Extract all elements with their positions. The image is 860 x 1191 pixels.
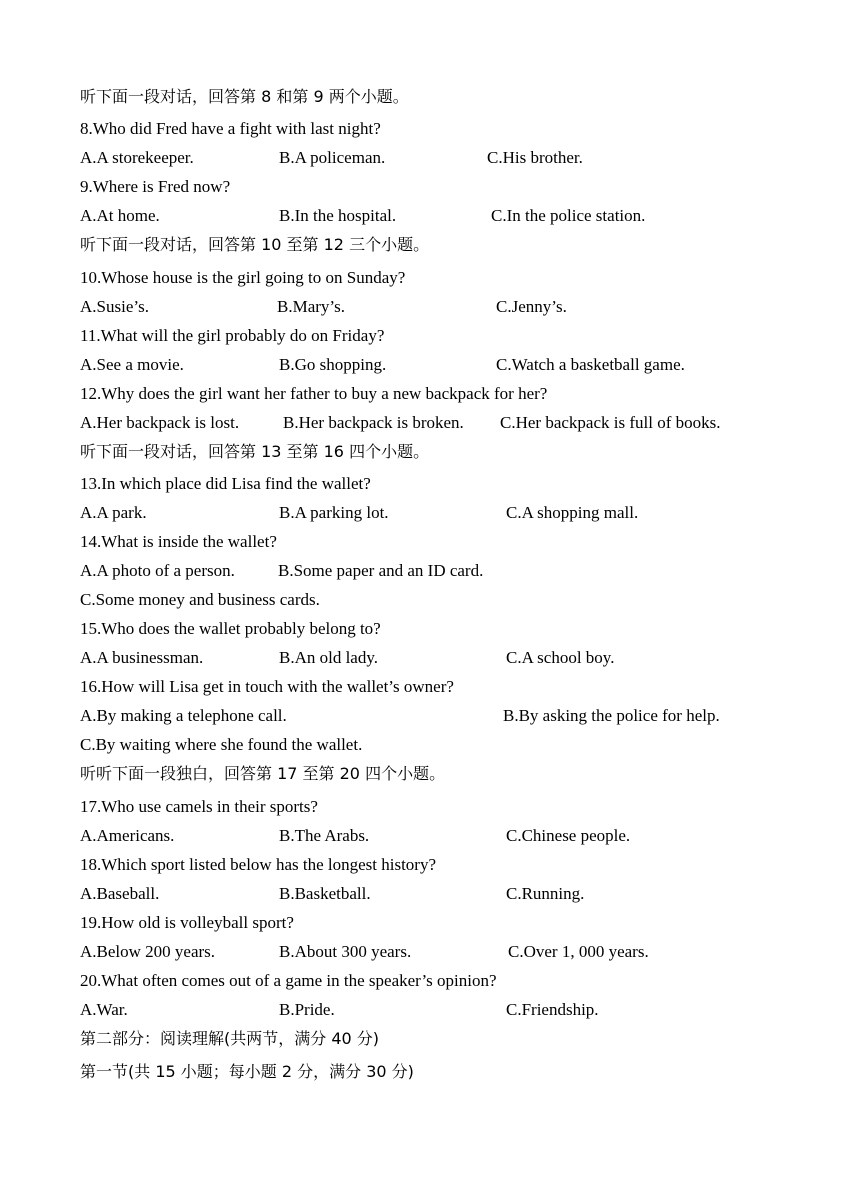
question-19: 19.How old is volleyball sport? bbox=[80, 913, 294, 932]
section-instruction: 听下面一段对话，回答第 13 至第 16 四个小题。 bbox=[80, 442, 430, 461]
option-8c: C.His brother. bbox=[487, 148, 583, 167]
option-16c: C.By waiting where she found the wallet. bbox=[80, 735, 363, 754]
option-13c: C.A shopping mall. bbox=[506, 503, 639, 522]
option-19c: C.Over 1, 000 years. bbox=[508, 942, 649, 961]
option-10c: C.Jenny’s. bbox=[496, 297, 567, 316]
option-17b: B.The Arabs. bbox=[279, 826, 370, 845]
option-9c: C.In the police station. bbox=[491, 206, 646, 225]
section-instruction: 听下面一段对话，回答第 10 至第 12 三个小题。 bbox=[80, 235, 430, 254]
question-14: 14.What is inside the wallet? bbox=[80, 532, 277, 551]
option-8b: B.A policeman. bbox=[279, 148, 386, 167]
option-8a: A.A storekeeper. bbox=[80, 148, 194, 167]
option-14b: B.Some paper and an ID card. bbox=[278, 561, 484, 580]
option-12b: B.Her backpack is broken. bbox=[283, 413, 464, 432]
question-17: 17.Who use camels in their sports? bbox=[80, 797, 318, 816]
option-20c: C.Friendship. bbox=[506, 1000, 599, 1019]
option-15c: C.A school boy. bbox=[506, 648, 615, 667]
option-11b: B.Go shopping. bbox=[279, 355, 387, 374]
part-heading: 第二部分：阅读理解(共两节，满分 40 分) bbox=[80, 1029, 380, 1048]
option-10a: A.Susie’s. bbox=[80, 297, 149, 316]
option-10b: B.Mary’s. bbox=[277, 297, 345, 316]
option-18a: A.Baseball. bbox=[80, 884, 160, 903]
option-9b: B.In the hospital. bbox=[279, 206, 397, 225]
question-12: 12.Why does the girl want her father to buy a new backpack for her? bbox=[80, 384, 548, 403]
option-12c: C.Her backpack is full of books. bbox=[500, 413, 721, 432]
option-19b: B.About 300 years. bbox=[279, 942, 412, 961]
option-18b: B.Basketball. bbox=[279, 884, 371, 903]
option-14a: A.A photo of a person. bbox=[80, 561, 235, 580]
option-15b: B.An old lady. bbox=[279, 648, 379, 667]
question-10: 10.Whose house is the girl going to on Sunday? bbox=[80, 268, 406, 287]
option-19a: A.Below 200 years. bbox=[80, 942, 216, 961]
question-16: 16.How will Lisa get in touch with the wallet’s owner? bbox=[80, 677, 454, 696]
option-17a: A.Americans. bbox=[80, 826, 175, 845]
option-15a: A.A businessman. bbox=[80, 648, 204, 667]
section-instruction: 听听下面一段独白，回答第 17 至第 20 四个小题。 bbox=[80, 764, 446, 783]
option-17c: C.Chinese people. bbox=[506, 826, 631, 845]
option-18c: C.Running. bbox=[506, 884, 585, 903]
question-13: 13.In which place did Lisa find the wallet? bbox=[80, 474, 371, 493]
option-13b: B.A parking lot. bbox=[279, 503, 389, 522]
question-9: 9.Where is Fred now? bbox=[80, 177, 231, 196]
option-20a: A.War. bbox=[80, 1000, 128, 1019]
option-11c: C.Watch a basketball game. bbox=[496, 355, 685, 374]
option-12a: A.Her backpack is lost. bbox=[80, 413, 240, 432]
question-18: 18.Which sport listed below has the longest history? bbox=[80, 855, 436, 874]
question-20: 20.What often comes out of a game in the speaker’s opinion? bbox=[80, 971, 497, 990]
option-16b: B.By asking the police for help. bbox=[503, 706, 720, 725]
option-13a: A.A park. bbox=[80, 503, 147, 522]
option-9a: A.At home. bbox=[80, 206, 160, 225]
option-11a: A.See a movie. bbox=[80, 355, 184, 374]
section-instruction: 听下面一段对话，回答第 8 和第 9 两个小题。 bbox=[80, 87, 409, 106]
option-16a: A.By making a telephone call. bbox=[80, 706, 287, 725]
question-11: 11.What will the girl probably do on Friday? bbox=[80, 326, 385, 345]
option-14c: C.Some money and business cards. bbox=[80, 590, 320, 609]
section-heading: 第一节(共 15 小题；每小题 2 分，满分 30 分) bbox=[80, 1062, 414, 1081]
question-15: 15.Who does the wallet probably belong to? bbox=[80, 619, 381, 638]
question-8: 8.Who did Fred have a fight with last night? bbox=[80, 119, 381, 138]
option-20b: B.Pride. bbox=[279, 1000, 335, 1019]
